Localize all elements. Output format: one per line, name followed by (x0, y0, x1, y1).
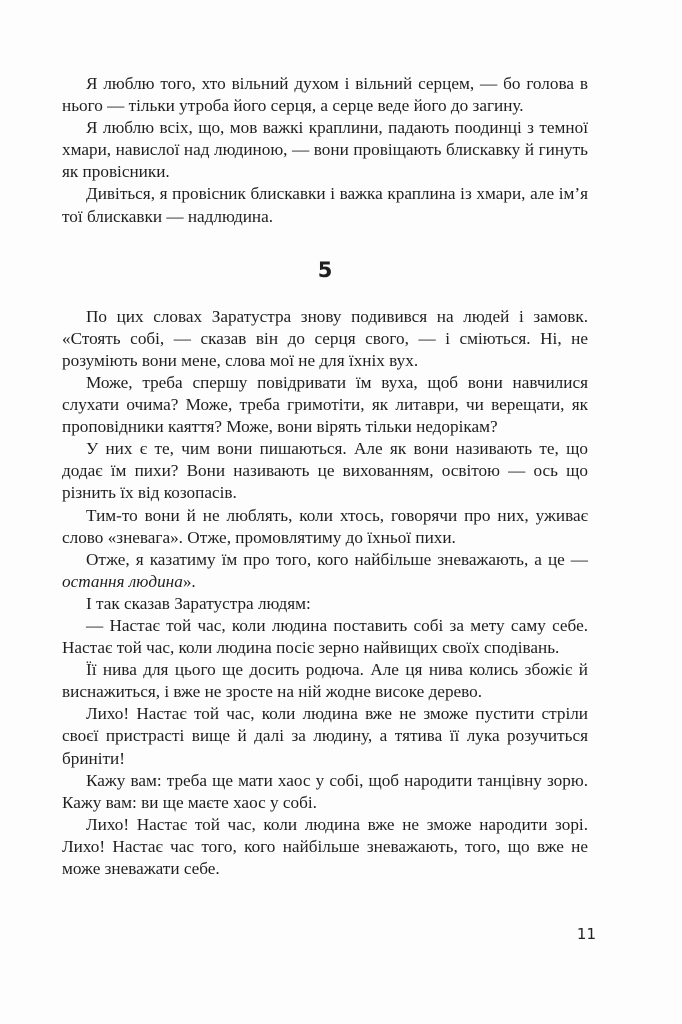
section-number: 5 (317, 257, 333, 282)
paragraph: По цих словах Заратустра знову подивився на людей і замовк. «Стоять собі, — сказав він до серця свого, — і сміються. Ні, не розуміють вони мене, слова мої не для їхніх вух. (62, 306, 588, 370)
paragraph-last-man (62, 549, 588, 593)
paragraph: Кажу вам: треба ще мати хаос у собі, щоб народити танцівну зорю. Кажу вам: ви ще маєте хаос у собі. (62, 770, 588, 812)
paragraph: Лихо! Настає той час, коли людина вже не зможе народити зорі. Лихо! Настає час того, кого найбільше зневажають, того, що вже не може зневажати себе. (62, 814, 588, 878)
paragraph: Її нива для цього ще досить родюча. Але ця нива колись збожіє й виснажиться, і вже не зросте на ній жодне високе дерево. (62, 660, 588, 702)
page-number: 11 (576, 925, 596, 943)
paragraph: Я люблю того, хто вільний духом і вільний серцем, — бо голова в нього — тільки утроба його серця, а серце веде його до загину. (62, 74, 588, 116)
paragraph: Дивіться, я провісник блискавки і важка краплина із хмари, але ім’я тої блискавки — надлюдина. (62, 184, 588, 226)
body-text (62, 73, 588, 880)
paragraph: Тим-то вони й не люблять, коли хтось, говорячи про них, уживає слово «зневага». Отже, промовлятиму до їхньої пихи. (62, 505, 588, 547)
paragraph: Може, треба спершу повідривати їм вуха, щоб вони навчилися слухати очима? Може, треба гримотіти, як литаври, чи верещати, як проповідники каяття? Може, вони вірять тільки недорікам? (62, 372, 588, 437)
italic-phrase: остання людина (62, 571, 183, 591)
text-run: Отже, я казатиму їм про того, кого найбільше зневажають, а це — (86, 549, 588, 569)
paragraph: Лихо! Настає той час, коли людина вже не зможе пустити стріли своєї пристрасті вище й далі за людину, а тятива її лука розучиться бриніти! (62, 704, 588, 768)
paragraph: У них є те, чим вони пишаються. Але як вони називають те, що додає їм пихи? Вони називають це вихованням, освітою — ось що різнить їх від козопасів. (62, 439, 588, 503)
text-run: ». (182, 571, 196, 591)
paragraph: І так сказав Заратустра людям: (86, 593, 311, 613)
paragraph: — Настає той час, коли людина поставить собі за мету саму себе. Настає той час, коли людина посіє зерно найвищих своїх сподівань. (62, 615, 588, 658)
paragraph: Я люблю всіх, що, мов важкі краплини, падають поодинці з темної хмари, навислої над людиною, — вони провіщають блискавку й гинуть як провісники. (62, 118, 588, 182)
